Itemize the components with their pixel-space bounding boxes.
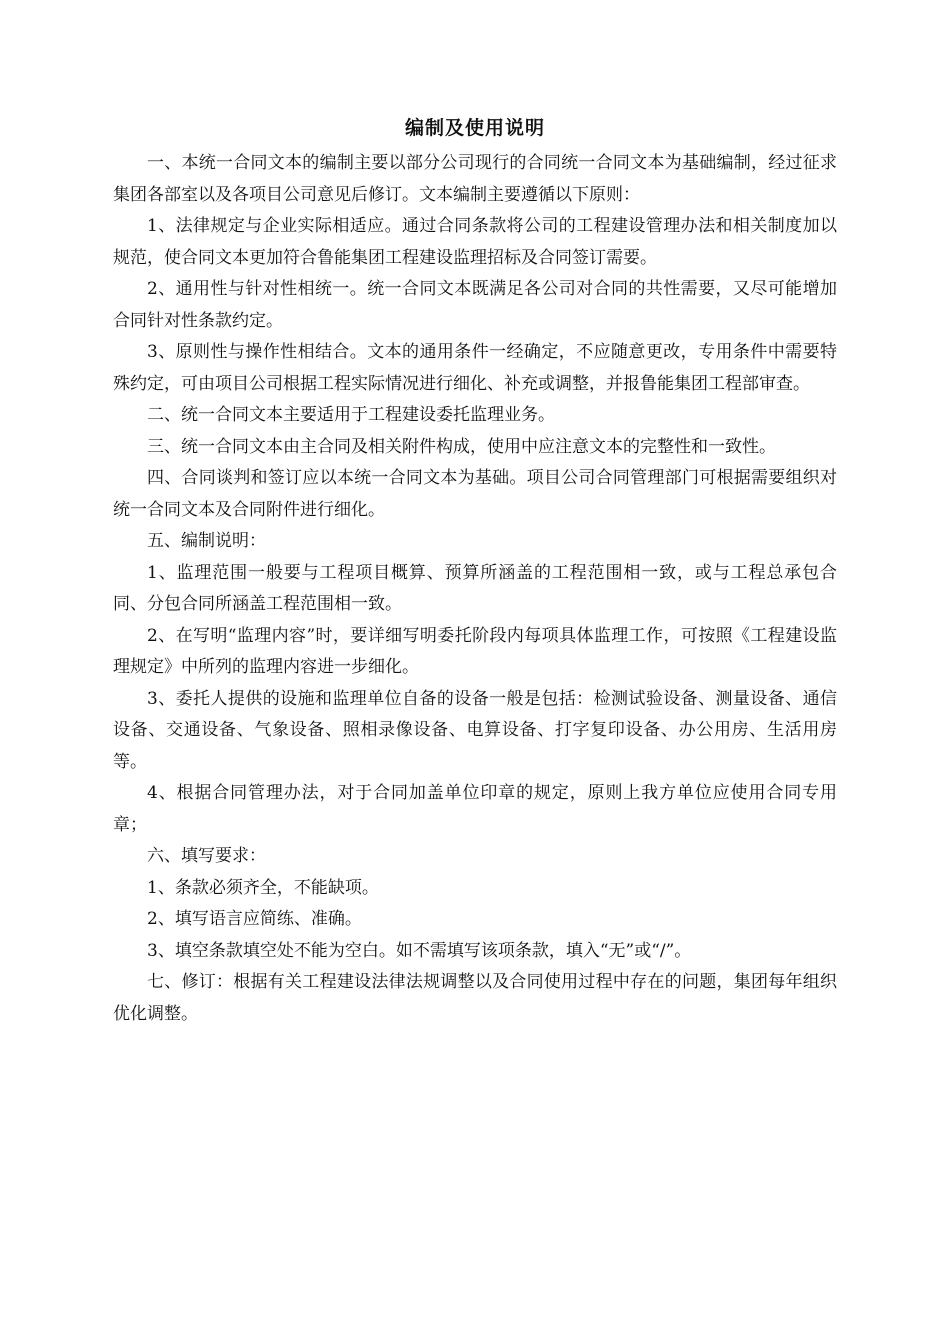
paragraph-8: 五、编制说明： [147,531,266,551]
paragraph-16: 3、填空条款填空处不能为空白。如不需填写该项条款，填入“无”或“/”。 [147,940,692,961]
paragraph-2: 1、法律规定与企业实际相适应。通过合同条款将公司的工程建设管理办法和相关制度加以规范，使合同文本更加符合鲁能集团工程建设监理招标及合同签订需要。 [113,216,837,268]
paragraph-14: 1、条款必须齐全，不能缺项。 [147,877,379,898]
paragraph-7: 四、合同谈判和签订应以本统一合同文本为基础。项目公司合同管理部门可根据需要组织对统一合同文本及合同附件进行细化。 [113,468,837,520]
paragraph-9: 1、监理范围一般要与工程项目概算、预算所涵盖的工程范围相一致，或与工程总承包合同、分包合同所涵盖工程范围相一致。 [113,562,837,614]
paragraph-17: 七、修订：根据有关工程建设法律法规调整以及合同使用过程中存在的问题，集团每年组织优化调整。 [113,972,837,1024]
paragraph-15: 2、填写语言应简练、准确。 [147,909,362,929]
document-title: 编制及使用说明 [404,117,545,139]
paragraph-13: 六、填写要求： [147,846,266,866]
paragraph-3: 2、通用性与针对性相统一。统一合同文本既满足各公司对合同的共性需要，又尽可能增加合同针对性条款约定。 [113,279,837,331]
paragraph-4: 3、原则性与操作性相结合。文本的通用条件一经确定，不应随意更改，专用条件中需要特殊约定，可由项目公司根据工程实际情况进行细化、补充或调整，并报鲁能集团工程部审查。 [113,342,837,394]
document-page [113,108,837,1030]
paragraph-1: 一、本统一合同文本的编制主要以部分公司现行的合同统一合同文本为基础编制，经过征求集团各部室以及各项目公司意见后修订。文本编制主要遵循以下原则： [113,153,837,205]
paragraph-12: 4、根据合同管理办法，对于合同加盖单位印章的规定，原则上我方单位应使用合同专用章； [113,783,837,835]
paragraph-5: 二、统一合同文本主要适用于工程建设委托监理业务。 [147,405,555,425]
paragraph-11: 3、委托人提供的设施和监理单位自备的设备一般是包括：检测试验设备、测量设备、通信设备、交通设备、气象设备、照相录像设备、电算设备、打字复印设备、办公用房、生活用房等。 [113,688,837,772]
paragraph-10: 2、在写明“监理内容”时，要详细写明委托阶段内每项具体监理工作，可按照《工程建设监理规定》中所列的监理内容进一步细化。 [113,625,837,677]
paragraph-6: 三、统一合同文本由主合同及相关附件构成，使用中应注意文本的完整性和一致性。 [147,436,776,457]
